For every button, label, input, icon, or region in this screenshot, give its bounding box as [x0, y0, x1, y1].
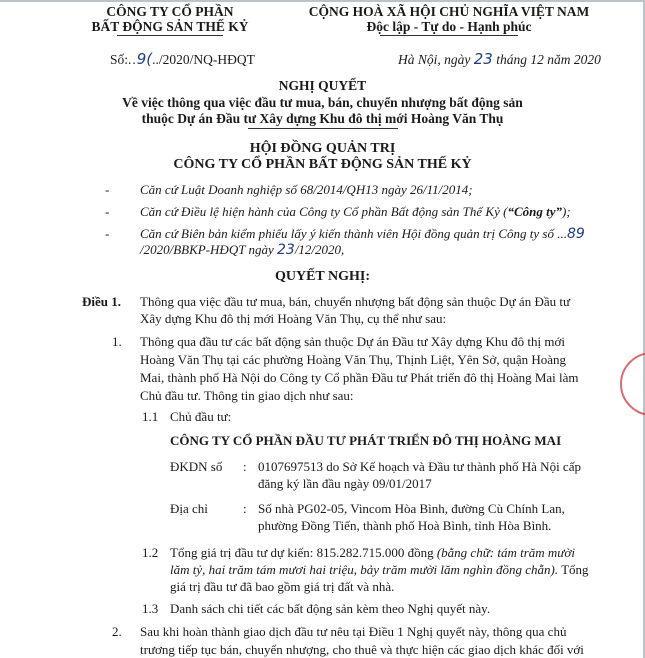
resolution-subject-line2: thuộc Dự án Đầu tư Xây dựng Khu đô thị mới Hoàng Văn Thụ [141, 111, 504, 126]
basis1-text: Căn cứ Luật Doanh nghiệp số 68/2014/QH13 ngày 26/11/2014; [140, 182, 473, 197]
item1-line4: Chủ đầu tư. Thông tin giao dịch như sau: [140, 388, 354, 403]
basis2-bullet: - [105, 204, 110, 219]
company-line1: CÔNG TY CỔ PHẦN [106, 4, 234, 19]
page-top-border [0, 0, 645, 2]
company-underline [117, 35, 223, 36]
section-1-2-line2 [170, 561, 589, 578]
basis3-handwritten-number: 89 [567, 226, 585, 242]
investor-company-name: CÔNG TY CỔ PHẦN ĐẦU TƯ PHÁT TRIỂN ĐÔ THỊ HOÀNG MAI [170, 433, 562, 448]
section-1-1-number: 1.1 [142, 409, 159, 424]
date-handwritten: 23 [473, 50, 493, 68]
so-suffix: /2020/NQ-HĐQT [158, 52, 255, 67]
basis3-text-b: /2020/BBKP-HĐQT ngày [140, 242, 274, 257]
address-colon: : [243, 501, 247, 516]
document-number: Số:..9(../2020/NQ-HĐQT [110, 50, 255, 68]
section-1-2-number: 1.2 [142, 545, 159, 560]
resolution-title: NGHỊ QUYẾT [278, 78, 367, 93]
address-label: Địa chỉ [170, 501, 208, 516]
resolution-subject-line1: Về việc thông qua việc đầu tư mua, bán, chuyển nhượng bất động sản [122, 95, 523, 110]
total-value-tail: Tổng [558, 562, 589, 577]
item1-line1: Thông qua đầu tư các bất động sản thuộc Dự án Đầu tư Xây dựng Khu đô thị mới [140, 334, 565, 349]
article1-label: Điều 1. [82, 294, 121, 309]
article1-line1: Thông qua việc đầu tư mua, bán, chuyển nhượng bất động sản thuộc Dự án Đầu tư [140, 294, 571, 309]
item2-number: 2. [112, 624, 122, 639]
section-1-2-line1 [170, 544, 575, 561]
basis2-text-a: Căn cứ Điều lệ hiện hành của Công ty Cổ phần Bất động sản Thế Kỷ ( [140, 204, 508, 219]
section-1-3-number: 1.3 [142, 601, 159, 616]
basis2-company-term: “Công ty” [507, 204, 562, 219]
dkdn-colon: : [243, 459, 247, 474]
section-1-3-text: Danh sách chi tiết các bất động sản kèm theo Nghị quyết này. [170, 601, 491, 616]
council-line2: CÔNG TY CỔ PHẦN BẤT ĐỘNG SẢN THẾ KỶ [173, 157, 472, 172]
item2-line2: trương tiếp tục bán, chuyển nhượng, cho thuê và thực hiện các giao dịch khác đối với [140, 642, 584, 657]
address-value-line1: Số nhà PG02-05, Vincom Hòa Bình, đường Cù Chính Lan, [258, 501, 565, 516]
section-1-1-label: Chủ đầu tư: [170, 409, 232, 424]
basis3-handwritten-day: 23 [276, 242, 295, 258]
basis3-bullet: - [105, 226, 110, 241]
basis3-text-c: /12/2020, [294, 242, 345, 257]
so-prefix: Số: [110, 52, 129, 67]
company-line2: BẤT ĐỘNG SẢN THẾ KỶ [91, 19, 249, 34]
basis2-text [140, 203, 571, 220]
document-date [398, 50, 601, 68]
item2-line1: Sau khi hoàn thành giao dịch đầu tư nêu tại Điều 1 Nghị quyết này, thông qua chủ [140, 624, 567, 639]
address-value-line2: phường Đồng Tiến, thành phố Hoà Bình, tỉnh Hòa Bình. [258, 518, 552, 533]
total-value-words-a: (bằng chữ: tám trăm mười [436, 545, 575, 560]
dkdn-label: ĐKDN số [170, 459, 223, 474]
red-seal-stamp [620, 352, 645, 416]
section-1-2-line3: giá trị đầu tư đã bao gồm giá trị đất và nhà. [170, 579, 395, 594]
title-underline [248, 128, 398, 129]
item1-line2: Hoàng Văn Thụ tại các phường Hoàng Văn Thụ, Thịnh Liệt, Yên Sở, quận Hoàng [140, 352, 567, 367]
article1-line2: Xây dựng Khu đô thị mới Hoàng Văn Thụ, cụ thể như sau: [140, 311, 447, 326]
dkdn-value-line2: đăng ký lần đầu ngày 09/01/2017 [258, 476, 432, 491]
basis1-bullet: - [105, 182, 110, 197]
dkdn-value-line1: 0107697513 do Sở Kế hoạch và Đầu tư thành phố Hà Nội cấp [258, 459, 581, 474]
so-handwritten: 9( [136, 50, 153, 68]
nation-line2: Độc lập - Tự do - Hạnh phúc [366, 19, 532, 34]
total-value-text: Tổng giá trị đầu tư dự kiến: 815.282.715.000 đồng [170, 545, 437, 560]
nation-line1: CỘNG HOÀ XÃ HỘI CHỦ NGHĨA VIỆT NAM [308, 4, 590, 19]
basis3-text-a: Căn cứ Biên bản kiểm phiếu lấy ý kiến thành viên Hội đồng quản trị Công ty số ... [140, 226, 567, 241]
date-suffix: tháng 12 năm 2020 [496, 52, 601, 67]
item1-number: 1. [112, 334, 122, 349]
decision-heading: QUYẾT NGHỊ: [274, 269, 371, 284]
basis3-line2 [140, 241, 344, 259]
council-line1: HỘI ĐỒNG QUẢN TRỊ [249, 141, 396, 156]
total-value-words-b: lăm tỷ, hai trăm tám mươi hai triệu, bảy trăm mười lăm nghìn đồng chẵn). [170, 562, 559, 577]
date-prefix: Hà Nội, ngày [398, 52, 471, 67]
basis2-text-c: ); [562, 204, 571, 219]
item1-line3: Mai, thành phố Hà Nội do Công ty Cổ phần Đầu tư Phát triển đô thị Hoàng Mai làm [140, 370, 579, 385]
nation-underline [380, 35, 518, 36]
